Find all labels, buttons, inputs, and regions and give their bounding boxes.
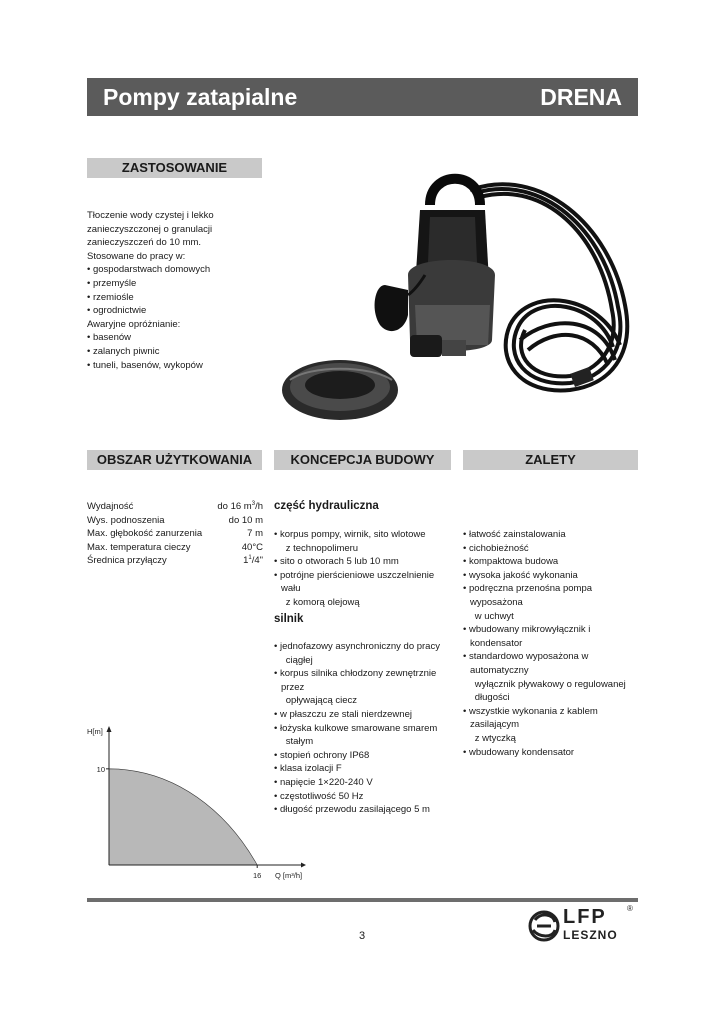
pump-photo <box>280 165 638 430</box>
section-heading-zalety: ZALETY <box>463 450 638 470</box>
list-item: • standardowo wyposażona w automatyczny wyłącznik pływakowy o regulowanej długości <box>463 650 641 704</box>
list-item: • zalanych piwnic <box>87 345 262 359</box>
text-line: Awaryjne opróżnianie: <box>87 318 181 330</box>
list-item: • napięcie 1×220-240 V <box>274 776 454 790</box>
spec-row <box>87 527 263 541</box>
title-bar <box>87 78 638 116</box>
x-axis-label: Q [m³/h] <box>275 871 303 880</box>
list-item: • podręczna przenośna pompa wyposażona w uchwyt <box>463 582 641 623</box>
list-item: • jednofazowy asynchroniczny do pracy ciągłej <box>274 640 454 667</box>
x-axis-arrow <box>301 863 306 868</box>
list-item: • częstotliwość 50 Hz <box>274 790 454 804</box>
spec-label: Wys. podnoszenia <box>87 514 165 526</box>
list-item: • wysoka jakość wykonania <box>463 569 641 583</box>
list-item: • wbudowany mikrowyłącznik i kondensator <box>463 623 641 650</box>
list-item: • cichobieżność <box>463 542 641 556</box>
performance-area <box>109 769 257 865</box>
hydraulic-list <box>274 528 454 610</box>
list-item: • wbudowany kondensator <box>463 746 641 760</box>
y-tick-label: 10 <box>96 764 105 774</box>
list-item: • łatwość zainstalowania <box>463 528 641 542</box>
hydraulic-subheading: część hydrauliczna <box>274 500 379 512</box>
list-item: • kompaktowa budowa <box>463 555 641 569</box>
zalety-list <box>463 528 641 759</box>
list-item: • łożyska kulkowe smarowane smarem stałym <box>274 722 454 749</box>
section-heading-obszar: OBSZAR UŻYTKOWANIA <box>87 450 262 470</box>
list-item: • długość przewodu zasilającego 5 m <box>274 803 454 817</box>
list-item: • basenów <box>87 331 262 345</box>
text-line: zanieczyszczeń do 10 mm. <box>87 237 202 249</box>
pump-illustration <box>280 165 638 430</box>
footer-rule <box>87 898 638 902</box>
text-line: zanieczyszczonej o granulacji <box>87 223 213 235</box>
y-axis-label: H[m] <box>87 727 103 736</box>
spec-label: Max. temperatura cieczy <box>87 541 191 553</box>
list-item: • korpus silnika chłodzony zewnętrznie przez opływającą ciecz <box>274 667 454 708</box>
spec-value: do 16 $m^3/h$ <box>217 500 263 512</box>
list-item: • klasa izolacji F <box>274 762 454 776</box>
registered-mark: ® <box>627 904 633 913</box>
list-item: • wszystkie wykonania z kablem zasilającym z wtyczką <box>463 705 641 746</box>
list-item: • ogrodnictwie <box>87 304 262 318</box>
list-item: • w płaszczu ze stali nierdzewnej <box>274 708 454 722</box>
text-line: Tłoczenie wody czystej i lekko <box>87 210 214 221</box>
list-item: • potrójne pierścieniowe uszczelnienie wału z komorą olejową <box>274 569 454 610</box>
x-tick-label: 16 <box>253 871 262 880</box>
spec-row <box>87 500 263 514</box>
list-item: • sito o otworach 5 lub 10 mm <box>274 555 454 569</box>
list-item: • rzemiośle <box>87 291 262 305</box>
product-name: DRENA <box>540 84 622 110</box>
page-number: 3 <box>358 930 366 942</box>
spec-value: 7 m <box>247 528 263 540</box>
logo-text-bottom: LESZNO <box>563 928 618 942</box>
page-title: Pompy zatapialne <box>103 84 298 110</box>
spec-label: Średnica przyłączy <box>87 555 167 567</box>
list-item: • tuneli, basenów, wykopów <box>87 359 262 373</box>
y-axis-arrow <box>107 726 112 732</box>
spec-label: Wydajność <box>87 501 134 512</box>
list-item: • przemyśle <box>87 277 262 291</box>
performance-chart <box>87 722 307 887</box>
spec-value: $1^1/4$" <box>243 555 263 567</box>
spec-value: do 10 m <box>228 514 263 526</box>
motor-subheading: silnik <box>274 613 304 625</box>
section-heading-zastosowanie: ZASTOSOWANIE <box>87 158 262 178</box>
logo-text-top: LFP <box>563 906 607 928</box>
spec-value: 40°C <box>241 541 263 553</box>
spec-row <box>87 554 263 568</box>
list-item: • gospodarstwach domowych <box>87 263 262 277</box>
list-item: • stopień ochrony IP68 <box>274 749 454 763</box>
specs-table <box>87 500 263 568</box>
lfp-logo <box>527 906 637 946</box>
list-item: • korpus pompy, wirnik, sito wlotowe z technopolimeru <box>274 528 454 555</box>
spec-row <box>87 514 263 528</box>
chart-svg <box>87 722 307 887</box>
section-heading-koncepcja: KONCEPCJA BUDOWY <box>274 450 451 470</box>
text-line: Stosowane do pracy w: <box>87 250 186 262</box>
spec-label: Max. głębokość zanurzenia <box>87 528 203 540</box>
spec-row <box>87 541 263 555</box>
zastosowanie-text <box>87 209 262 372</box>
